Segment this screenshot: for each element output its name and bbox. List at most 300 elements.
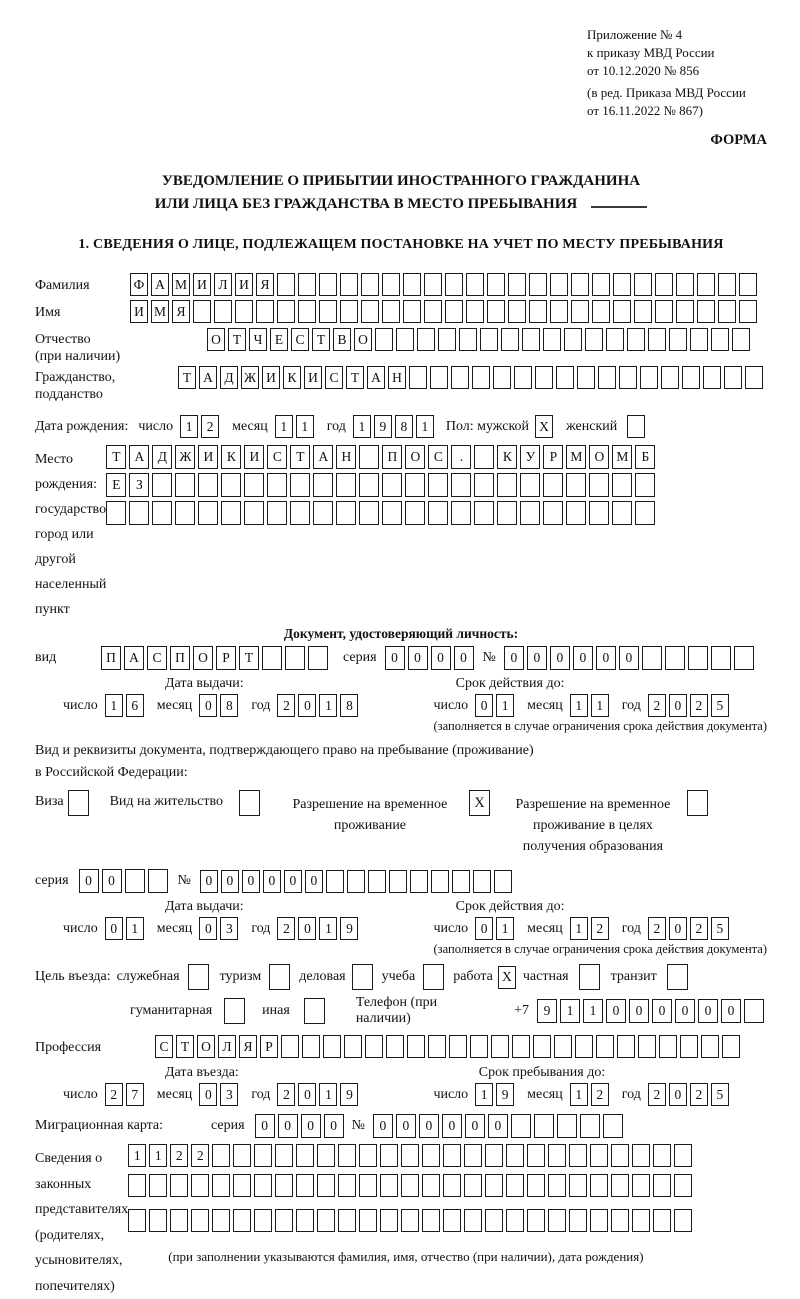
char-cell[interactable] [296, 1144, 314, 1167]
char-cell[interactable]: 0 [475, 917, 493, 940]
char-cell[interactable] [687, 790, 708, 816]
char-cell[interactable]: 1 [319, 917, 337, 940]
char-cell[interactable] [569, 1209, 587, 1232]
char-cell[interactable] [571, 300, 589, 323]
char-cell[interactable] [445, 300, 463, 323]
char-cell[interactable] [407, 1035, 425, 1058]
char-cell[interactable] [323, 1035, 341, 1058]
char-cell[interactable]: 0 [465, 1114, 485, 1138]
char-cell[interactable] [470, 1035, 488, 1058]
char-cell[interactable]: 2 [648, 1083, 666, 1106]
char-cell[interactable]: У [520, 445, 540, 469]
char-cell[interactable]: 0 [199, 1083, 217, 1106]
char-cell[interactable]: 0 [396, 1114, 416, 1138]
char-cell[interactable]: 1 [570, 1083, 588, 1106]
char-cell[interactable]: И [304, 366, 322, 389]
char-cell[interactable]: О [197, 1035, 215, 1058]
char-cell[interactable]: 0 [105, 917, 123, 940]
char-cell[interactable] [152, 473, 172, 497]
char-cell[interactable] [380, 1174, 398, 1197]
char-cell[interactable]: 2 [277, 1083, 295, 1106]
char-cell[interactable]: 8 [220, 694, 238, 717]
char-cell[interactable] [389, 870, 407, 893]
char-cell[interactable] [497, 473, 517, 497]
char-cell[interactable] [152, 501, 172, 525]
char-cell[interactable]: 1 [583, 999, 603, 1023]
char-cell[interactable]: 3 [220, 1083, 238, 1106]
char-cell[interactable] [191, 1174, 209, 1197]
char-cell[interactable] [403, 273, 421, 296]
char-cell[interactable]: 0 [475, 694, 493, 717]
char-cell[interactable] [365, 1035, 383, 1058]
char-cell[interactable] [472, 366, 490, 389]
char-cell[interactable]: 1 [560, 999, 580, 1023]
char-cell[interactable] [396, 328, 414, 351]
char-cell[interactable] [304, 998, 325, 1024]
char-cell[interactable]: 2 [648, 694, 666, 717]
char-cell[interactable] [422, 1209, 440, 1232]
char-cell[interactable]: Т [178, 366, 196, 389]
char-cell[interactable]: М [151, 300, 169, 323]
char-cell[interactable]: 0 [199, 694, 217, 717]
char-cell[interactable]: 0 [573, 646, 593, 670]
char-cell[interactable] [148, 869, 168, 893]
char-cell[interactable]: К [283, 366, 301, 389]
char-cell[interactable] [212, 1144, 230, 1167]
char-cell[interactable] [466, 273, 484, 296]
char-cell[interactable] [382, 473, 402, 497]
char-cell[interactable] [638, 1035, 656, 1058]
char-cell[interactable]: 2 [591, 917, 609, 940]
char-cell[interactable]: 0 [301, 1114, 321, 1138]
char-cell[interactable]: 1 [149, 1144, 167, 1167]
char-cell[interactable] [667, 964, 688, 990]
char-cell[interactable]: О [193, 646, 213, 670]
char-cell[interactable]: 2 [591, 1083, 609, 1106]
char-cell[interactable] [290, 473, 310, 497]
char-cell[interactable] [690, 328, 708, 351]
char-cell[interactable] [464, 1209, 482, 1232]
char-cell[interactable]: И [235, 273, 253, 296]
char-cell[interactable]: 0 [419, 1114, 439, 1138]
char-cell[interactable] [338, 1144, 356, 1167]
char-cell[interactable] [634, 273, 652, 296]
char-cell[interactable] [317, 1144, 335, 1167]
char-cell[interactable] [575, 1035, 593, 1058]
char-cell[interactable] [711, 646, 731, 670]
char-cell[interactable]: К [497, 445, 517, 469]
char-cell[interactable]: 0 [385, 646, 405, 670]
char-cell[interactable] [317, 1174, 335, 1197]
char-cell[interactable] [543, 328, 561, 351]
char-cell[interactable]: 1 [570, 917, 588, 940]
char-cell[interactable]: Т [176, 1035, 194, 1058]
char-cell[interactable] [487, 273, 505, 296]
char-cell[interactable] [534, 1114, 554, 1138]
char-cell[interactable] [635, 501, 655, 525]
char-cell[interactable] [474, 473, 494, 497]
char-cell[interactable] [655, 273, 673, 296]
char-cell[interactable] [680, 1035, 698, 1058]
char-cell[interactable]: 0 [675, 999, 695, 1023]
char-cell[interactable]: 1 [570, 694, 588, 717]
char-cell[interactable] [718, 273, 736, 296]
char-cell[interactable]: О [589, 445, 609, 469]
char-cell[interactable]: 0 [504, 646, 524, 670]
char-cell[interactable] [361, 300, 379, 323]
char-cell[interactable]: 1 [496, 917, 514, 940]
char-cell[interactable]: О [354, 328, 372, 351]
char-cell[interactable]: И [262, 366, 280, 389]
char-cell[interactable] [596, 1035, 614, 1058]
char-cell[interactable] [128, 1174, 146, 1197]
char-cell[interactable] [319, 273, 337, 296]
char-cell[interactable] [193, 300, 211, 323]
char-cell[interactable]: 9 [340, 1083, 358, 1106]
char-cell[interactable] [451, 366, 469, 389]
char-cell[interactable] [239, 790, 260, 816]
char-cell[interactable] [543, 473, 563, 497]
char-cell[interactable] [548, 1144, 566, 1167]
char-cell[interactable] [613, 273, 631, 296]
char-cell[interactable] [722, 1035, 740, 1058]
char-cell[interactable] [149, 1209, 167, 1232]
char-cell[interactable] [221, 501, 241, 525]
char-cell[interactable] [382, 300, 400, 323]
char-cell[interactable]: А [129, 445, 149, 469]
char-cell[interactable] [296, 1174, 314, 1197]
char-cell[interactable] [612, 501, 632, 525]
char-cell[interactable]: К [221, 445, 241, 469]
char-cell[interactable]: 1 [475, 1083, 493, 1106]
char-cell[interactable] [244, 501, 264, 525]
char-cell[interactable]: Т [239, 646, 259, 670]
char-cell[interactable] [401, 1144, 419, 1167]
char-cell[interactable] [648, 328, 666, 351]
char-cell[interactable]: 2 [277, 917, 295, 940]
char-cell[interactable]: И [198, 445, 218, 469]
char-cell[interactable]: Р [216, 646, 236, 670]
char-cell[interactable] [473, 870, 491, 893]
char-cell[interactable] [382, 501, 402, 525]
char-cell[interactable] [401, 1174, 419, 1197]
char-cell[interactable] [198, 473, 218, 497]
char-cell[interactable] [617, 1035, 635, 1058]
char-cell[interactable] [579, 964, 600, 990]
char-cell[interactable] [606, 328, 624, 351]
char-cell[interactable]: Н [336, 445, 356, 469]
char-cell[interactable]: П [101, 646, 121, 670]
char-cell[interactable] [417, 328, 435, 351]
char-cell[interactable] [352, 964, 373, 990]
char-cell[interactable]: 9 [374, 415, 392, 438]
char-cell[interactable]: А [313, 445, 333, 469]
char-cell[interactable] [422, 1144, 440, 1167]
char-cell[interactable] [443, 1144, 461, 1167]
char-cell[interactable] [508, 273, 526, 296]
char-cell[interactable]: 0 [200, 870, 218, 893]
char-cell[interactable] [501, 328, 519, 351]
char-cell[interactable] [254, 1174, 272, 1197]
char-cell[interactable] [256, 300, 274, 323]
char-cell[interactable] [564, 328, 582, 351]
char-cell[interactable] [338, 1174, 356, 1197]
char-cell[interactable] [485, 1174, 503, 1197]
char-cell[interactable] [290, 501, 310, 525]
char-cell[interactable]: 5 [711, 1083, 729, 1106]
char-cell[interactable] [149, 1174, 167, 1197]
char-cell[interactable] [338, 1209, 356, 1232]
char-cell[interactable] [653, 1209, 671, 1232]
char-cell[interactable] [281, 1035, 299, 1058]
char-cell[interactable] [313, 473, 333, 497]
char-cell[interactable] [344, 1035, 362, 1058]
char-cell[interactable]: 2 [277, 694, 295, 717]
char-cell[interactable]: И [130, 300, 148, 323]
char-cell[interactable] [734, 646, 754, 670]
char-cell[interactable] [640, 366, 658, 389]
char-cell[interactable] [569, 1174, 587, 1197]
char-cell[interactable] [634, 300, 652, 323]
char-cell[interactable] [430, 366, 448, 389]
char-cell[interactable]: 2 [201, 415, 219, 438]
char-cell[interactable]: Я [256, 273, 274, 296]
char-cell[interactable]: Я [172, 300, 190, 323]
char-cell[interactable] [506, 1144, 524, 1167]
char-cell[interactable] [336, 501, 356, 525]
char-cell[interactable] [674, 1174, 692, 1197]
char-cell[interactable] [431, 870, 449, 893]
char-cell[interactable]: 0 [278, 1114, 298, 1138]
char-cell[interactable] [386, 1035, 404, 1058]
char-cell[interactable] [298, 300, 316, 323]
char-cell[interactable]: 0 [669, 1083, 687, 1106]
char-cell[interactable]: 3 [220, 917, 238, 940]
char-cell[interactable] [375, 328, 393, 351]
char-cell[interactable] [611, 1174, 629, 1197]
char-cell[interactable] [452, 870, 470, 893]
char-cell[interactable] [212, 1209, 230, 1232]
char-cell[interactable]: Т [312, 328, 330, 351]
char-cell[interactable] [359, 473, 379, 497]
char-cell[interactable]: Т [228, 328, 246, 351]
char-cell[interactable]: 1 [126, 917, 144, 940]
char-cell[interactable] [428, 473, 448, 497]
char-cell[interactable] [529, 300, 547, 323]
char-cell[interactable]: Ж [175, 445, 195, 469]
char-cell[interactable]: 1 [319, 694, 337, 717]
char-cell[interactable] [613, 300, 631, 323]
char-cell[interactable] [340, 300, 358, 323]
char-cell[interactable] [491, 1035, 509, 1058]
char-cell[interactable]: Ф [130, 273, 148, 296]
char-cell[interactable] [214, 300, 232, 323]
char-cell[interactable] [313, 501, 333, 525]
char-cell[interactable]: Т [290, 445, 310, 469]
char-cell[interactable] [701, 1035, 719, 1058]
char-cell[interactable] [275, 1144, 293, 1167]
char-cell[interactable] [611, 1144, 629, 1167]
char-cell[interactable] [212, 1174, 230, 1197]
char-cell[interactable] [718, 300, 736, 323]
char-cell[interactable] [632, 1174, 650, 1197]
char-cell[interactable] [635, 473, 655, 497]
char-cell[interactable] [533, 1035, 551, 1058]
char-cell[interactable]: 0 [298, 917, 316, 940]
char-cell[interactable]: З [129, 473, 149, 497]
char-cell[interactable] [359, 1174, 377, 1197]
char-cell[interactable] [254, 1209, 272, 1232]
char-cell[interactable]: 0 [698, 999, 718, 1023]
char-cell[interactable] [669, 328, 687, 351]
char-cell[interactable] [590, 1209, 608, 1232]
char-cell[interactable] [512, 1035, 530, 1058]
char-cell[interactable] [550, 273, 568, 296]
char-cell[interactable] [592, 273, 610, 296]
char-cell[interactable]: 9 [340, 917, 358, 940]
char-cell[interactable]: . [451, 445, 471, 469]
char-cell[interactable] [170, 1174, 188, 1197]
char-cell[interactable] [347, 870, 365, 893]
char-cell[interactable]: В [333, 328, 351, 351]
char-cell[interactable] [653, 1174, 671, 1197]
char-cell[interactable] [627, 415, 645, 438]
char-cell[interactable] [571, 273, 589, 296]
char-cell[interactable]: М [566, 445, 586, 469]
char-cell[interactable] [550, 300, 568, 323]
char-cell[interactable] [529, 273, 547, 296]
char-cell[interactable]: 0 [721, 999, 741, 1023]
char-cell[interactable]: П [382, 445, 402, 469]
char-cell[interactable]: М [172, 273, 190, 296]
char-cell[interactable] [233, 1174, 251, 1197]
char-cell[interactable]: 1 [128, 1144, 146, 1167]
char-cell[interactable] [493, 366, 511, 389]
char-cell[interactable]: А [124, 646, 144, 670]
char-cell[interactable]: Л [218, 1035, 236, 1058]
char-cell[interactable] [674, 1144, 692, 1167]
char-cell[interactable]: 1 [296, 415, 314, 438]
char-cell[interactable]: Е [106, 473, 126, 497]
char-cell[interactable] [422, 1174, 440, 1197]
char-cell[interactable]: 0 [454, 646, 474, 670]
char-cell[interactable] [611, 1209, 629, 1232]
char-cell[interactable]: 2 [690, 694, 708, 717]
char-cell[interactable] [527, 1144, 545, 1167]
char-cell[interactable] [424, 273, 442, 296]
char-cell[interactable] [619, 366, 637, 389]
char-cell[interactable]: 6 [126, 694, 144, 717]
char-cell[interactable]: 5 [711, 917, 729, 940]
char-cell[interactable]: 1 [275, 415, 293, 438]
char-cell[interactable]: 0 [284, 870, 302, 893]
char-cell[interactable]: 1 [319, 1083, 337, 1106]
char-cell[interactable]: М [612, 445, 632, 469]
char-cell[interactable] [466, 300, 484, 323]
char-cell[interactable] [548, 1209, 566, 1232]
char-cell[interactable] [191, 1209, 209, 1232]
char-cell[interactable] [380, 1144, 398, 1167]
char-cell[interactable]: И [244, 445, 264, 469]
char-cell[interactable] [428, 1035, 446, 1058]
char-cell[interactable] [410, 870, 428, 893]
char-cell[interactable] [198, 501, 218, 525]
char-cell[interactable]: 0 [442, 1114, 462, 1138]
char-cell[interactable] [317, 1209, 335, 1232]
char-cell[interactable]: 0 [550, 646, 570, 670]
char-cell[interactable] [557, 1114, 577, 1138]
char-cell[interactable] [697, 300, 715, 323]
char-cell[interactable]: 1 [105, 694, 123, 717]
char-cell[interactable] [451, 473, 471, 497]
char-cell[interactable] [474, 445, 494, 469]
char-cell[interactable] [665, 646, 685, 670]
char-cell[interactable]: С [325, 366, 343, 389]
char-cell[interactable]: 0 [408, 646, 428, 670]
char-cell[interactable] [585, 328, 603, 351]
char-cell[interactable]: Р [543, 445, 563, 469]
char-cell[interactable] [508, 300, 526, 323]
char-cell[interactable] [580, 1114, 600, 1138]
char-cell[interactable] [106, 501, 126, 525]
char-cell[interactable] [175, 473, 195, 497]
char-cell[interactable] [409, 366, 427, 389]
char-cell[interactable] [401, 1209, 419, 1232]
char-cell[interactable] [548, 1174, 566, 1197]
char-cell[interactable] [612, 473, 632, 497]
char-cell[interactable] [676, 273, 694, 296]
char-cell[interactable] [653, 1144, 671, 1167]
char-cell[interactable] [224, 998, 245, 1024]
char-cell[interactable]: 0 [221, 870, 239, 893]
char-cell[interactable]: X [469, 790, 490, 816]
char-cell[interactable] [254, 1144, 272, 1167]
char-cell[interactable]: 1 [591, 694, 609, 717]
char-cell[interactable] [359, 1144, 377, 1167]
char-cell[interactable] [368, 870, 386, 893]
char-cell[interactable] [739, 300, 757, 323]
char-cell[interactable] [711, 328, 729, 351]
char-cell[interactable]: Л [214, 273, 232, 296]
char-cell[interactable]: 8 [340, 694, 358, 717]
char-cell[interactable] [170, 1209, 188, 1232]
char-cell[interactable]: И [193, 273, 211, 296]
char-cell[interactable] [275, 1174, 293, 1197]
char-cell[interactable]: С [428, 445, 448, 469]
char-cell[interactable]: 0 [263, 870, 281, 893]
char-cell[interactable] [603, 1114, 623, 1138]
char-cell[interactable] [188, 964, 209, 990]
char-cell[interactable]: 0 [527, 646, 547, 670]
char-cell[interactable]: 0 [324, 1114, 344, 1138]
char-cell[interactable] [459, 328, 477, 351]
char-cell[interactable] [340, 273, 358, 296]
char-cell[interactable]: Ж [241, 366, 259, 389]
char-cell[interactable]: 7 [126, 1083, 144, 1106]
char-cell[interactable] [443, 1174, 461, 1197]
char-cell[interactable]: А [199, 366, 217, 389]
char-cell[interactable] [298, 273, 316, 296]
char-cell[interactable] [308, 646, 328, 670]
char-cell[interactable] [235, 300, 253, 323]
char-cell[interactable] [359, 1209, 377, 1232]
char-cell[interactable] [554, 1035, 572, 1058]
char-cell[interactable]: 2 [105, 1083, 123, 1106]
char-cell[interactable] [577, 366, 595, 389]
char-cell[interactable] [405, 501, 425, 525]
char-cell[interactable]: 1 [496, 694, 514, 717]
char-cell[interactable] [438, 328, 456, 351]
